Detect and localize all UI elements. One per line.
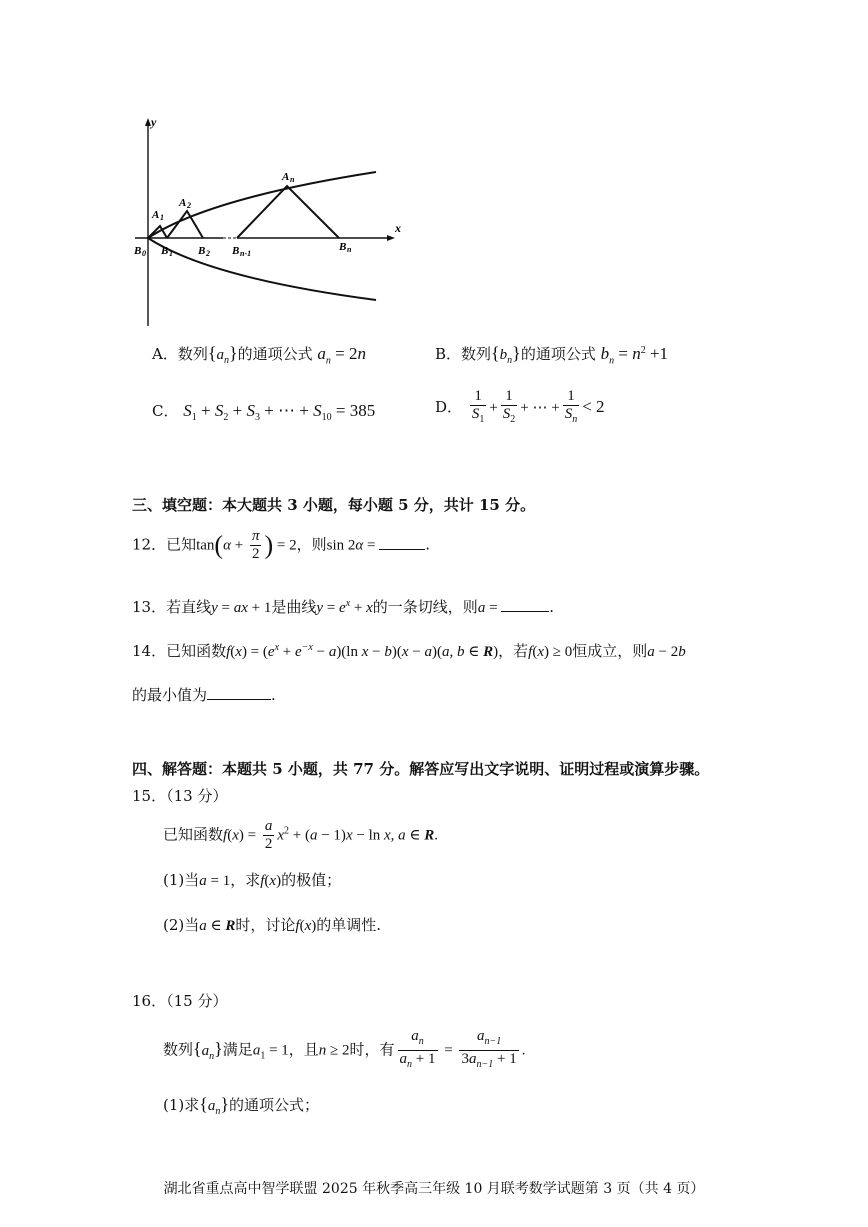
option-D: D． $\frac{1}{S_1}$ + $\frac{1}{S_2}$ + ⋯ + $\frac{1}{S_n}$ < 2 [435, 388, 605, 425]
question-16-intro: 数列$\{a_n\}$满足$a_1 = 1$，且n ≥ 2时，有 $\frac{a_n}{a_n + 1}$ = $\frac{a_{n-1}}{3a_{n-1} + 1}$ . [163, 1028, 526, 1070]
label-B2-sub: 2 [206, 249, 210, 258]
label-A1-sub: 1 [160, 213, 164, 222]
option-B: B．数列$\{b_n\}$的通项公式 $b_n = n^2 +1$ [435, 343, 669, 367]
label-B0: B [134, 245, 142, 257]
question-15-part1: (1)当a = 1，求f(x)的极值； [163, 871, 342, 889]
label-B0-sub: 0 [142, 249, 146, 258]
label-x-axis: x [395, 221, 401, 235]
label-A1: A [152, 209, 160, 221]
section4-heading: 四、解答题：本题共 5 小题，共 77 分。解答应写出文字说明、证明过程或演算步骤。 [132, 760, 710, 778]
page-footer: 湖北省重点高中智学联盟 2025 年秋季高三年级 10 月联考数学试题第 3 页（共 4 页） [163, 1181, 705, 1197]
question-14-line2: 的最小值为 . [132, 686, 276, 704]
label-Bn1-sub: n-1 [240, 249, 252, 258]
label-B1: B [161, 245, 169, 257]
label-Bn: B [339, 241, 347, 253]
question-15-part2: (2)当a ∈ R时，讨论f(x)的单调性. [163, 916, 382, 934]
section3-heading: 三、填空题：本大题共 3 小题，每小题 5 分，共计 15 分。 [132, 496, 536, 514]
option-C: C． $S_1 + S_2 + S_3$ + ⋯ + $S_{10} = 385$ [152, 401, 376, 423]
label-A2: A [179, 197, 187, 209]
question-15-intro: 已知函数f(x) = $\frac{a}{2}$ $x^2 + (a - 1)x - \ln x$, a ∈ R. [163, 818, 439, 852]
question-14: 14．已知函数$f(x) = (e^x + e^{-x} - a)(\ln$ x − b)(x − a)(a, b ∈ R)，若f(x) ≥ 0恒成立，则a − 2b [132, 642, 686, 660]
question-12: 12．已知tan(α + $\frac{\pi}{2}$ ) = 2，则sin 2α = . [132, 528, 430, 562]
question-16-number: 16．（15 分） [132, 992, 228, 1010]
label-B1-sub: 1 [169, 249, 173, 258]
label-A2-sub: 2 [187, 201, 191, 210]
question-16-part1: (1)求$\{a_n\}$的通项公式； [163, 1094, 320, 1117]
label-Bn-sub: n [347, 245, 352, 254]
label-y-axis: y [151, 115, 157, 129]
question-13: 13．若直线y = ax + 1是曲线$y = e^x + x$的一条切线，则a = . [132, 598, 555, 616]
label-An-sub: n [290, 175, 295, 184]
option-A: A．数列$\{a_n\}$的通项公式 $a_n = 2n$ [152, 343, 367, 367]
question-15-number: 15．（13 分） [132, 787, 228, 805]
label-B2: B [198, 245, 206, 257]
label-Bn1: B [232, 245, 240, 257]
label-An: A [282, 171, 290, 183]
parabola-figure [125, 112, 410, 332]
